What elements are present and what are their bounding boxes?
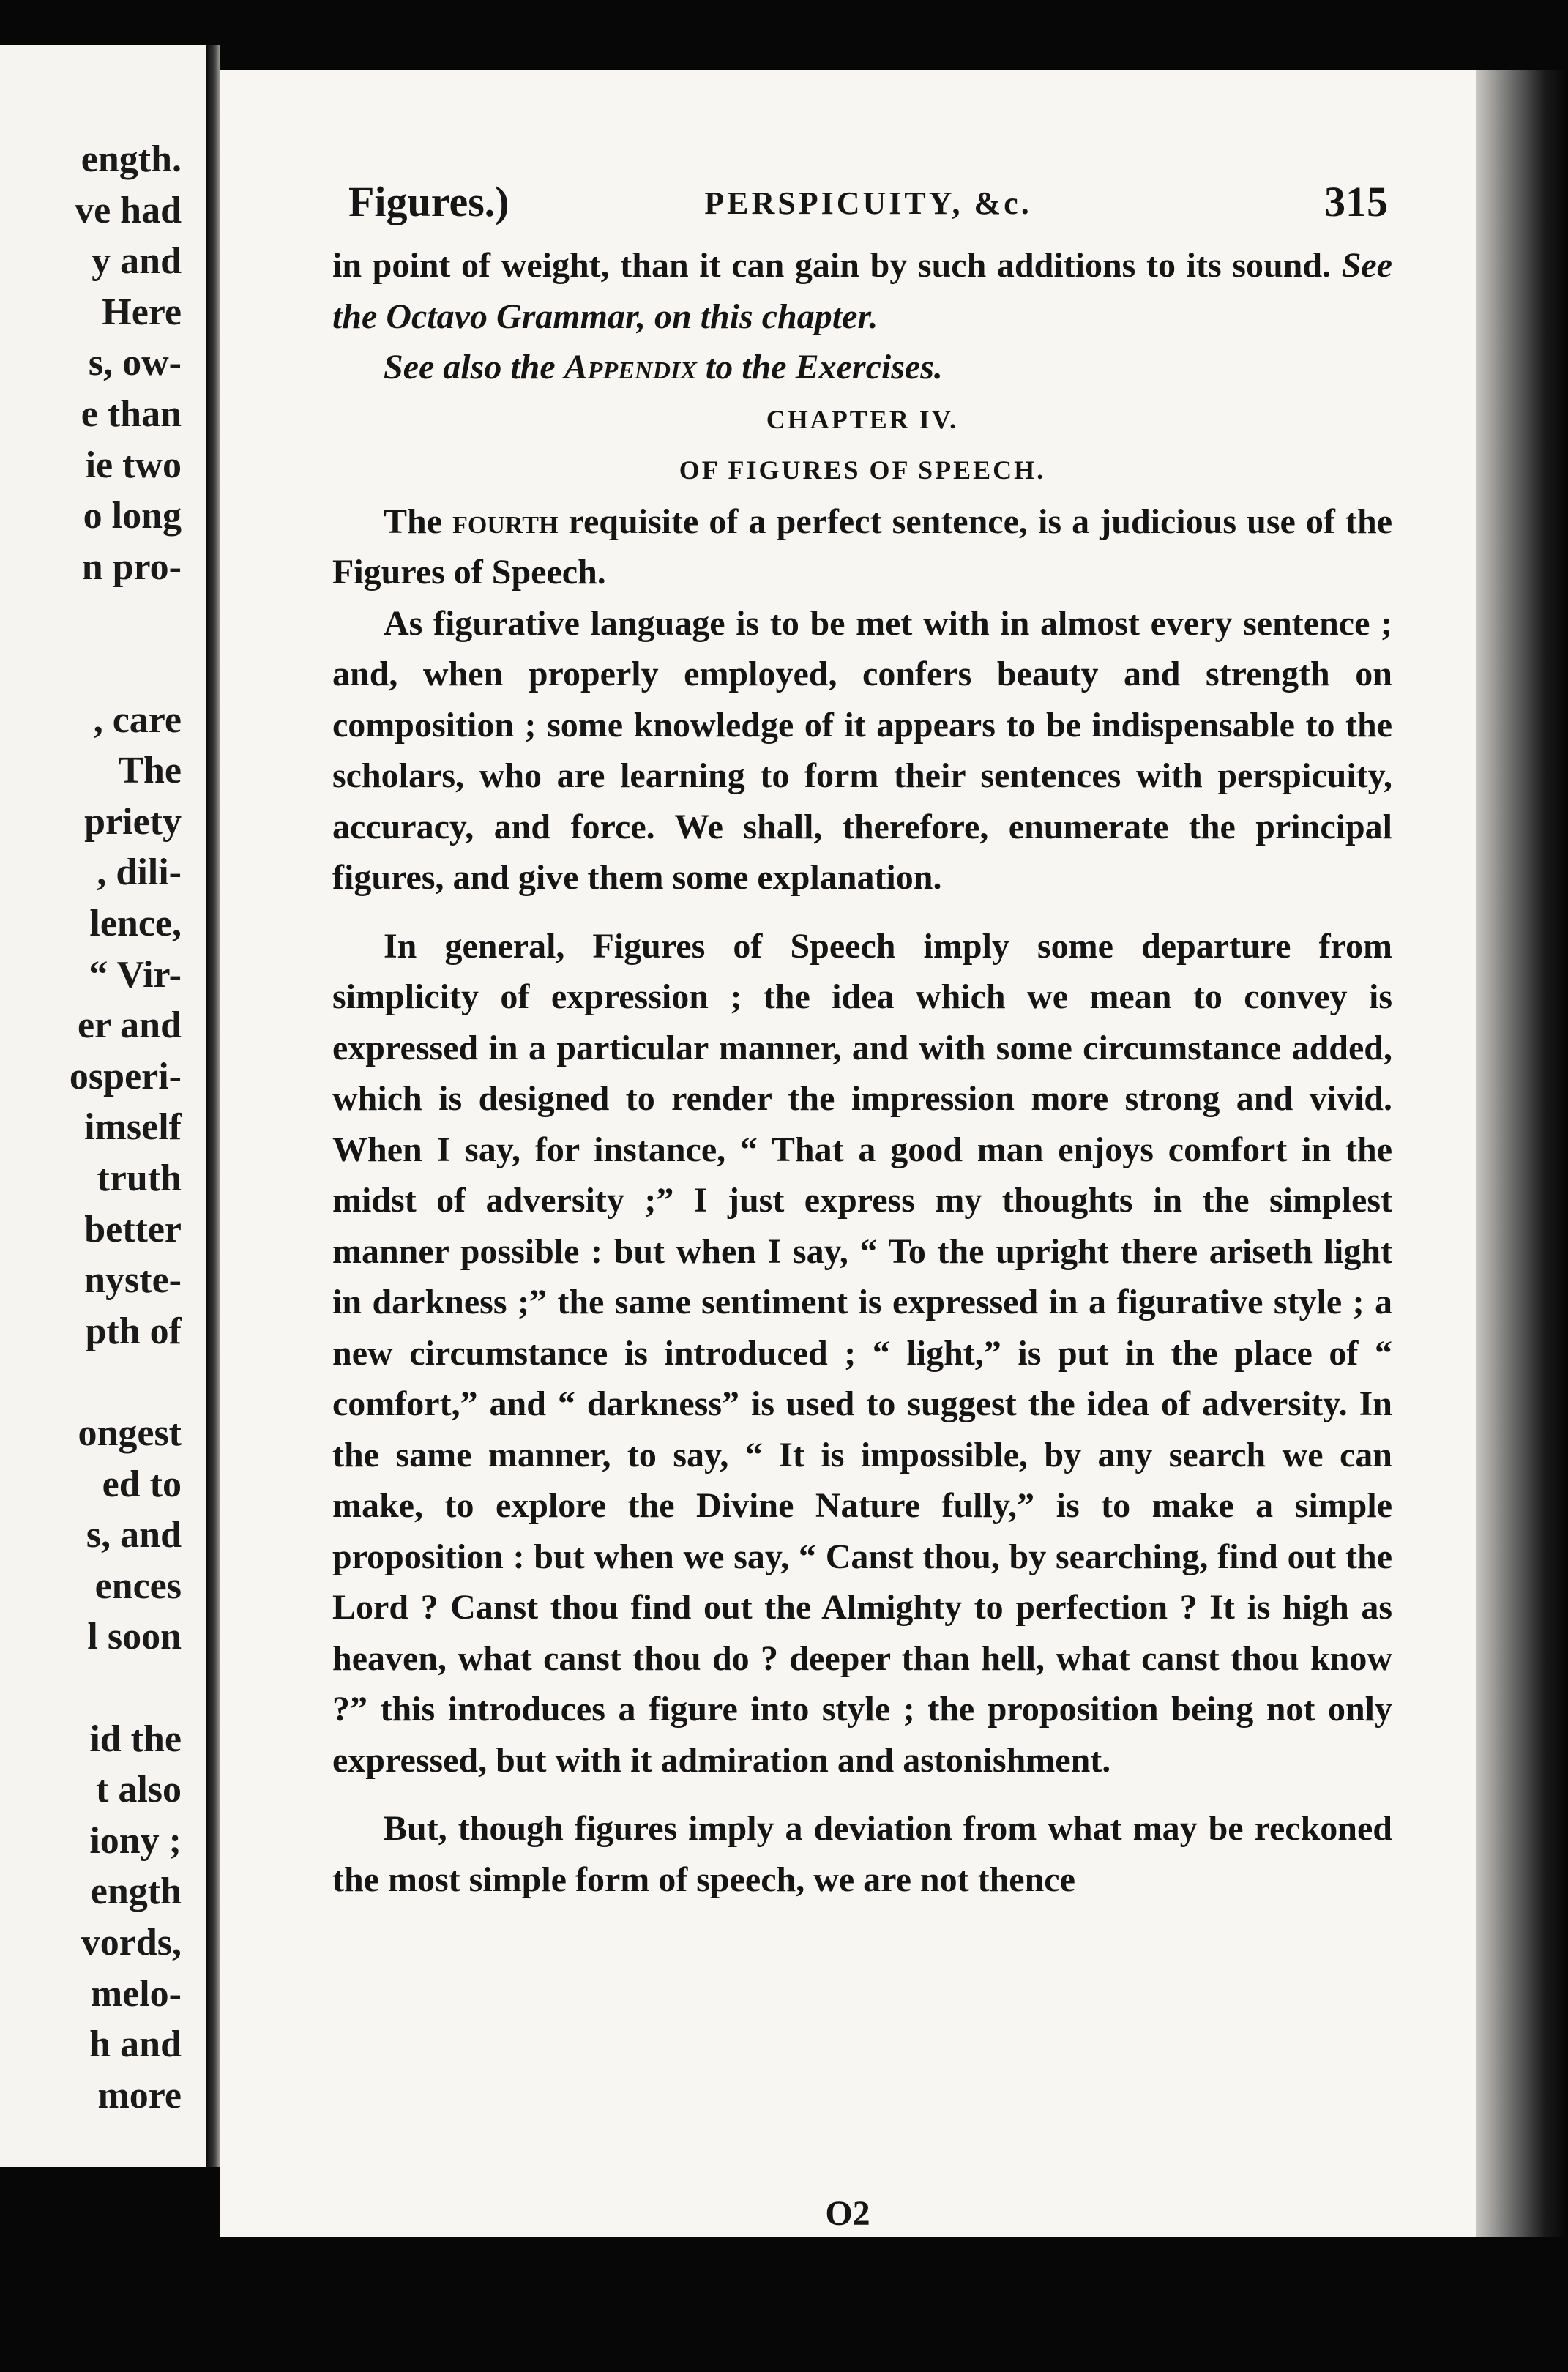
header-title: PERSPICUITY, &c. bbox=[704, 185, 1032, 221]
left-page-line: l soon bbox=[87, 1616, 182, 1658]
left-page-line: vords, bbox=[81, 1922, 182, 1963]
left-page-line: imself bbox=[84, 1106, 182, 1149]
left-page-line: y and bbox=[92, 240, 182, 283]
left-page-line: ie two bbox=[85, 444, 182, 486]
left-page-line: e than bbox=[81, 393, 182, 435]
left-page-line: , dili- bbox=[97, 851, 182, 894]
left-page-line: o long bbox=[83, 495, 182, 537]
left-page-line: id the bbox=[89, 1718, 182, 1760]
left-page-line: , care bbox=[93, 698, 182, 741]
left-page-line: n pro- bbox=[81, 545, 182, 588]
paragraph-1: The fourth requisite of a perfect sentence, is a judicious use of the Figures of Speech. bbox=[332, 501, 1393, 592]
left-page-line: t also bbox=[96, 1769, 182, 1811]
page-number: 315 bbox=[1324, 178, 1388, 225]
octavo-note: See the Octavo Grammar, on this chapter. bbox=[332, 246, 1393, 336]
book-page bbox=[220, 70, 1476, 2237]
paragraph-3: In general, Figures of Speech imply some departure from simplicity of expression ; the idea which we mean to convey is expressed in a particular manner, and with some circumstance added, which is designed to render the impression more strong and vivid. When I say, for instance, “ That a good man enjoys comfort in the midst of adversity ;” I just express my thoughts in the simplest manner possible : but when I say, “ To the upright there ariseth light in darkness ;” the same sentiment is expressed in a figurative style ; a new circumstance is introduced ; “ light,” is put in the place of “ comfort,” and “ darkness” is used to suggest the idea of adversity. In the same manner, to say, “ It is impossible, by any search we can make, to explore the Divine Nature fully,” is to make a simple proposition : but when we say, “ Canst thou, by searching, find out the Lord ? Canst thou find out the Almighty to perfection ? It is high as heaven, what canst thou do ? deeper than hell, what canst thou know ?” this introduces a figure into style ; the proposition being not only expressed, but with it admiration and astonishment. bbox=[332, 926, 1392, 1780]
left-page-line: h and bbox=[89, 2024, 182, 2066]
paragraph-4: But, though figures imply a deviation from what may be reckoned the most simple form of speech, we are not thence bbox=[332, 1809, 1392, 1899]
previous-page-fragment bbox=[0, 45, 206, 2167]
left-page-line: The bbox=[118, 750, 182, 792]
left-page-line: ength. bbox=[81, 138, 182, 180]
left-page-line: osperi- bbox=[69, 1055, 182, 1097]
left-page-line: s, and bbox=[86, 1514, 182, 1556]
section-heading: OF FIGURES OF SPEECH. bbox=[679, 455, 1046, 485]
left-page-line: better bbox=[84, 1208, 182, 1250]
left-page-line: ences bbox=[94, 1564, 182, 1607]
left-page-line: pth of bbox=[85, 1310, 182, 1352]
left-page-line: ongest bbox=[78, 1412, 182, 1454]
page-edge-shadow bbox=[1476, 70, 1568, 2237]
left-page-line: s, ow- bbox=[88, 342, 182, 384]
left-page-line: nyste- bbox=[84, 1259, 182, 1302]
carry-over-text: in point of weight, than it can gain by such additions to its sound. See the Octavo Grammar, on this chapter. bbox=[332, 246, 1393, 336]
running-header bbox=[348, 177, 1388, 236]
left-page-line: melo- bbox=[90, 1972, 182, 2015]
left-page-line: more bbox=[97, 2074, 182, 2116]
left-page-line: truth bbox=[97, 1157, 182, 1199]
left-page-line: er and bbox=[77, 1004, 182, 1047]
header-section: Figures.) bbox=[348, 178, 509, 225]
chapter-heading: CHAPTER IV. bbox=[766, 404, 959, 434]
left-page-line: “ Vir- bbox=[89, 953, 182, 996]
left-page-line: lence, bbox=[89, 903, 182, 944]
left-page-line: Here bbox=[102, 291, 182, 333]
left-page-line: ve had bbox=[75, 189, 182, 231]
left-page-line: ed to bbox=[102, 1463, 182, 1505]
signature-mark: O2 bbox=[825, 2194, 870, 2233]
page-body bbox=[332, 240, 1392, 1905]
page-gutter bbox=[206, 45, 220, 2167]
left-page-line: iony ; bbox=[89, 1819, 182, 1862]
appendix-note: See also the Appendix to the Exercises. bbox=[384, 348, 943, 387]
left-page-line: priety bbox=[84, 800, 182, 843]
left-page-line: ength bbox=[90, 1871, 182, 1913]
paragraph-2: As figurative language is to be met with in almost every sentence ; and, when properly employed, confers beauty and strength on composition ; some knowledge of it appears to be indispensable to the scholars, who are learning to form their sentences with perspicuity, accuracy, and force. We shall, therefore, enumerate the principal figures, and give them some explanation. bbox=[332, 603, 1392, 897]
